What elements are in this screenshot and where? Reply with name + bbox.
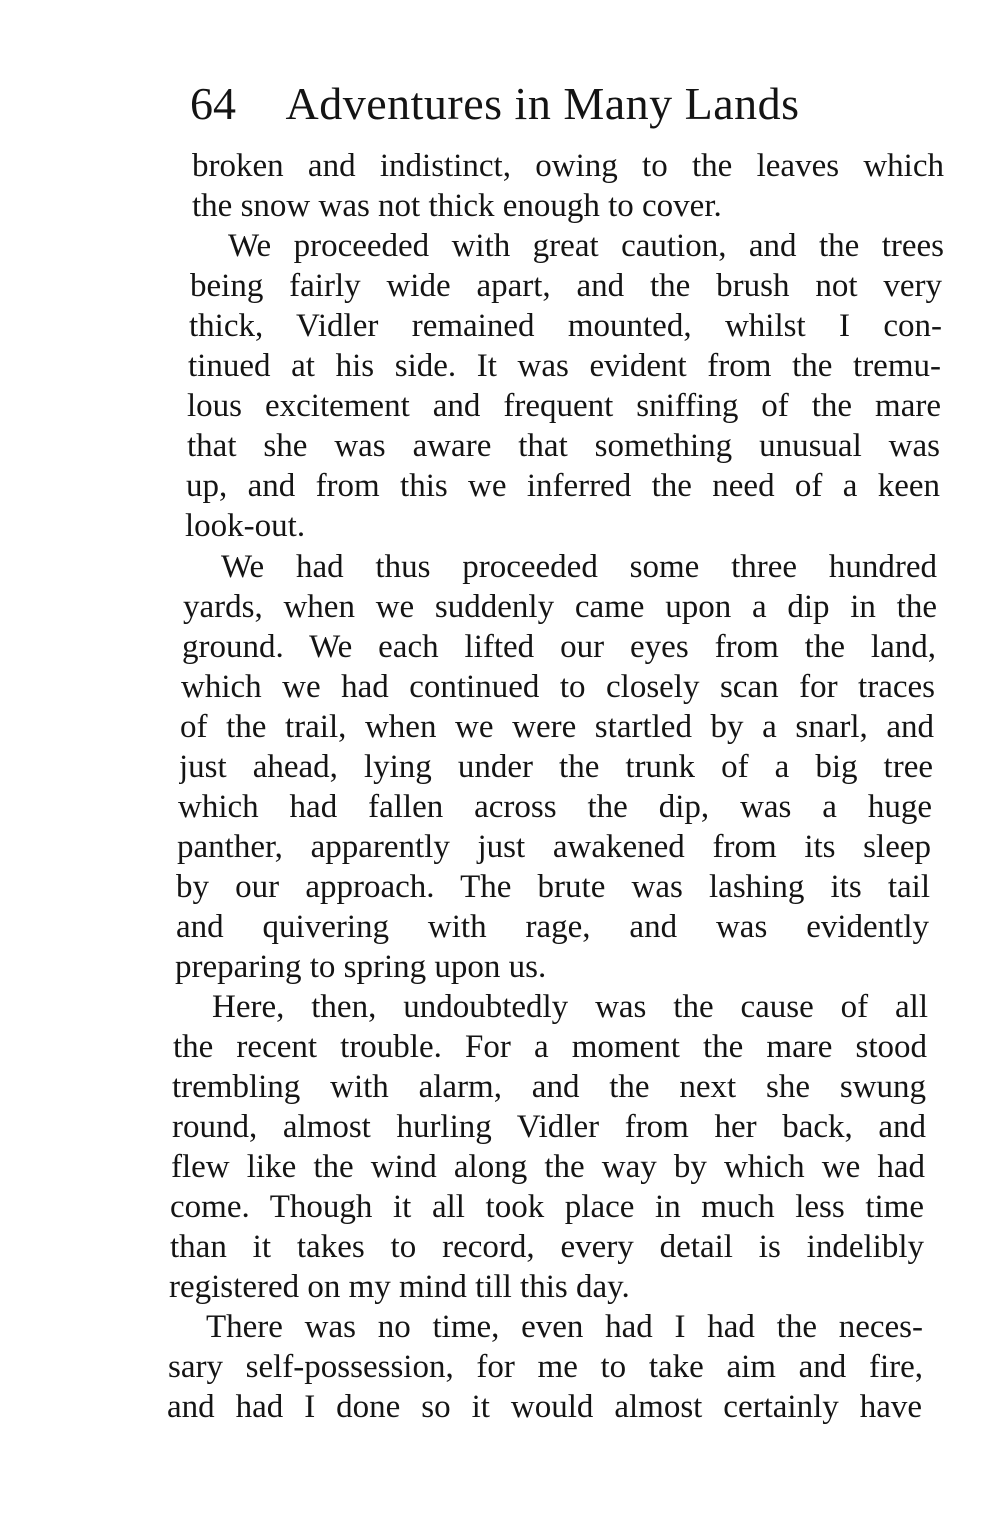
text-line: trembling with alarm, and the next she swung bbox=[172, 1069, 926, 1105]
text-line: We proceeded with great caution, and the trees bbox=[228, 228, 944, 264]
text-line: panther, apparently just awakened from its sleep bbox=[177, 829, 931, 865]
text-line: that she was aware that something unusual was bbox=[187, 428, 940, 464]
text-line: the snow was not thick enough to cover. bbox=[192, 188, 722, 224]
running-title: Adventures in Many Lands bbox=[285, 78, 800, 129]
text-line: and had I done so it would almost certainly have bbox=[167, 1389, 922, 1425]
text-line: Here, then, undoubtedly was the cause of all bbox=[212, 989, 928, 1025]
text-line: There was no time, even had I had the neces- bbox=[206, 1309, 923, 1345]
text-line: by our approach. The brute was lashing its tail bbox=[176, 869, 930, 905]
text-line: being fairly wide apart, and the brush not very bbox=[190, 268, 942, 304]
text-line: come. Though it all took place in much less time bbox=[170, 1189, 924, 1225]
text-line: flew like the wind along the way by which we had bbox=[171, 1149, 925, 1185]
text-line: just ahead, lying under the trunk of a big tree bbox=[179, 749, 933, 785]
page-number: 64 bbox=[190, 78, 236, 129]
text-line: up, and from this we inferred the need of a keen bbox=[186, 468, 940, 504]
text-line: round, almost hurling Vidler from her back, and bbox=[172, 1109, 926, 1145]
text-line: and quivering with rage, and was evidently bbox=[176, 909, 929, 945]
text-line: sary self-possession, for me to take aim and fire, bbox=[168, 1349, 923, 1385]
text-line: lous excitement and frequent sniffing of the mare bbox=[187, 388, 941, 424]
text-line: the recent trouble. For a moment the mare stood bbox=[173, 1029, 927, 1065]
text-line: of the trail, when we were startled by a snarl, and bbox=[180, 709, 934, 745]
page-header bbox=[190, 72, 910, 136]
text-line: registered on my mind till this day. bbox=[169, 1269, 630, 1305]
text-line: yards, when we suddenly came upon a dip in the bbox=[183, 589, 937, 625]
text-line: than it takes to record, every detail is indelibly bbox=[170, 1229, 924, 1265]
text-line: tinued at his side. It was evident from the tremu- bbox=[188, 348, 941, 384]
text-line: look-out. bbox=[185, 508, 306, 544]
text-line: We had thus proceeded some three hundred bbox=[221, 549, 937, 585]
text-line: thick, Vidler remained mounted, whilst I con- bbox=[189, 308, 942, 344]
text-line: preparing to spring upon us. bbox=[175, 949, 547, 985]
text-line: broken and indistinct, owing to the leaves which bbox=[192, 148, 944, 184]
text-line: which we had continued to closely scan for traces bbox=[181, 669, 935, 705]
text-line: ground. We each lifted our eyes from the land, bbox=[182, 629, 936, 665]
text-line: which had fallen across the dip, was a huge bbox=[178, 789, 932, 825]
